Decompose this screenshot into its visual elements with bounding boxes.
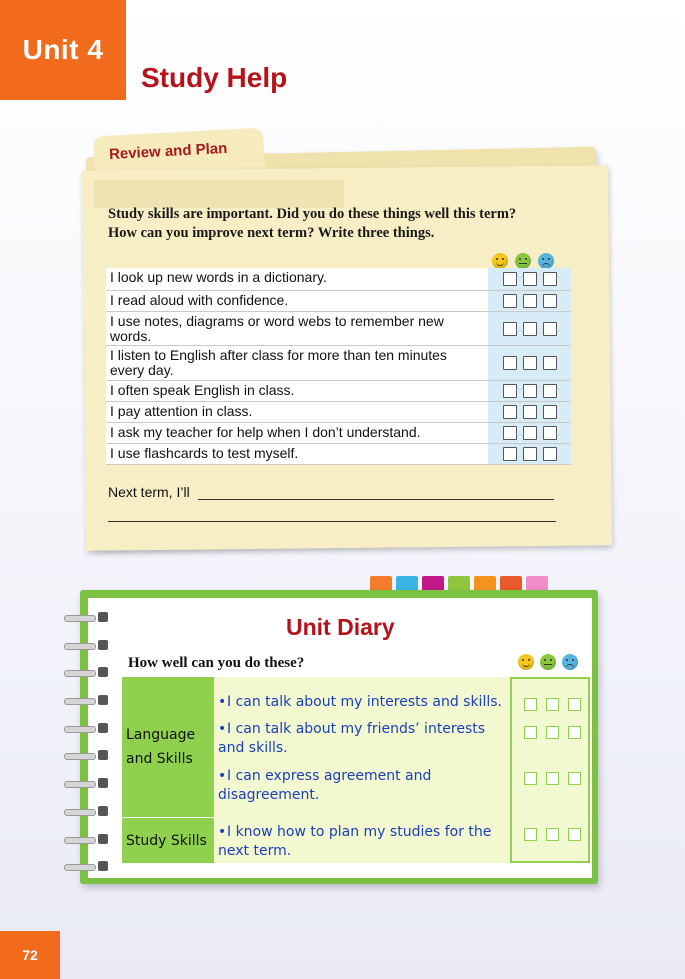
checklist-item-text: I pay attention in class.: [110, 403, 253, 419]
checkbox-sad[interactable]: [568, 698, 581, 711]
checkbox-happy[interactable]: [503, 405, 517, 419]
checkbox-happy[interactable]: [503, 272, 517, 286]
spiral-ring-icon: [64, 640, 112, 651]
sad-face-icon: [562, 654, 578, 670]
checkbox-happy[interactable]: [524, 828, 537, 841]
diary-checkbox-column: [510, 677, 590, 863]
diary-rating-faces: [518, 654, 578, 670]
checkbox-sad[interactable]: [568, 726, 581, 739]
checkbox-neutral[interactable]: [523, 384, 537, 398]
instructions: Study skills are important. Did you do these things well this term? How can you improve next term? Write three things.: [108, 206, 517, 241]
checkbox-neutral[interactable]: [523, 426, 537, 440]
checkbox-sad[interactable]: [568, 828, 581, 841]
checkbox-neutral[interactable]: [523, 405, 537, 419]
diary-title: Unit Diary: [286, 614, 395, 640]
checkbox-sad[interactable]: [543, 356, 557, 370]
checkbox-neutral[interactable]: [523, 447, 537, 461]
checkbox-sad[interactable]: [543, 322, 557, 336]
write-line[interactable]: [198, 499, 554, 500]
diary-item-text: I know how to plan my studies for the next term.: [218, 824, 492, 859]
checkbox-happy[interactable]: [524, 772, 537, 785]
checkbox-group: [488, 444, 571, 464]
next-term-label: Next term, I’ll: [108, 484, 190, 500]
folder-strip: [94, 180, 344, 208]
checkbox-happy[interactable]: [503, 447, 517, 461]
checkbox-group: [524, 772, 581, 785]
checkbox-group: [524, 726, 581, 739]
checkbox-sad[interactable]: [543, 447, 557, 461]
spiral-ring-icon: [64, 723, 112, 734]
checkbox-neutral[interactable]: [523, 294, 537, 308]
checklist-item-text: I ask my teacher for help when I don’t understand.: [110, 424, 421, 440]
folder-tab-label: Review and Plan: [108, 139, 228, 164]
diary-items-area: [214, 677, 510, 863]
category-study-skills: Study Skills: [122, 818, 214, 863]
neutral-face-icon: [540, 654, 556, 670]
happy-face-icon: [492, 253, 508, 269]
checkbox-group: [488, 381, 571, 401]
checkbox-neutral[interactable]: [546, 726, 559, 739]
checkbox-sad[interactable]: [568, 772, 581, 785]
checklist-row: [106, 444, 571, 465]
checkbox-group: [488, 346, 571, 380]
checkbox-group: [488, 291, 571, 311]
page-title: Study Help: [141, 62, 288, 93]
checkbox-sad[interactable]: [543, 384, 557, 398]
spiral-ring-icon: [64, 667, 112, 678]
checkbox-neutral[interactable]: [546, 698, 559, 711]
checklist-row: [106, 381, 571, 402]
diary-item: •I can express agreement and disagreement.: [218, 768, 432, 803]
rating-faces: [492, 253, 554, 269]
checklist-item-text: I read aloud with confidence.: [110, 292, 289, 308]
checklist-row: [106, 423, 571, 444]
checkbox-neutral[interactable]: [546, 772, 559, 785]
checkbox-sad[interactable]: [543, 272, 557, 286]
checkbox-group: [488, 423, 571, 443]
checkbox-group: [488, 402, 571, 422]
checklist-row: [106, 268, 571, 291]
diary-table: [122, 677, 592, 863]
write-line[interactable]: [108, 521, 556, 522]
checkbox-group: [488, 312, 571, 345]
diary-item: •I know how to plan my studies for the next term.: [218, 824, 492, 859]
diary-item-text: I can talk about my interests and skills.: [227, 694, 502, 710]
checkbox-happy[interactable]: [503, 294, 517, 308]
diary-item: •I can talk about my friends’ interests and skills.: [218, 721, 486, 756]
checklist-row: [106, 312, 571, 346]
checklist-item-text: I look up new words in a dictionary.: [110, 269, 327, 285]
checkbox-happy[interactable]: [503, 384, 517, 398]
checkbox-happy[interactable]: [503, 356, 517, 370]
checkbox-neutral[interactable]: [523, 322, 537, 336]
checkbox-happy[interactable]: [503, 426, 517, 440]
spiral-ring-icon: [64, 750, 112, 761]
diary-question: How well can you do these?: [128, 655, 305, 671]
spiral-binding: [64, 612, 112, 889]
category-language-and-skills: Language and Skills: [122, 677, 214, 817]
study-skills-checklist: [106, 268, 571, 465]
checkbox-sad[interactable]: [543, 426, 557, 440]
diary-item-text: I can talk about my friends’ interests and skills.: [218, 721, 486, 756]
checkbox-group: [524, 828, 581, 841]
checklist-item-text: I use notes, diagrams or word webs to remember new words.: [110, 313, 444, 344]
checklist-item-text: I listen to English after class for more than ten minutes every day.: [110, 347, 447, 378]
checkbox-happy[interactable]: [524, 726, 537, 739]
checklist-row: [106, 402, 571, 423]
diary-item: •I can talk about my interests and skills.: [218, 694, 502, 710]
spiral-ring-icon: [64, 806, 112, 817]
page-number: 72: [0, 931, 60, 979]
checkbox-happy[interactable]: [524, 698, 537, 711]
checkbox-sad[interactable]: [543, 294, 557, 308]
checkbox-neutral[interactable]: [523, 356, 537, 370]
checklist-row: [106, 291, 571, 312]
neutral-face-icon: [515, 253, 531, 269]
spiral-ring-icon: [64, 695, 112, 706]
checklist-row: [106, 346, 571, 381]
checkbox-happy[interactable]: [503, 322, 517, 336]
spiral-ring-icon: [64, 612, 112, 623]
unit-label: Unit 4: [22, 34, 104, 65]
checkbox-neutral[interactable]: [523, 272, 537, 286]
sad-face-icon: [538, 253, 554, 269]
unit-badge: [0, 0, 126, 100]
checkbox-group: [488, 268, 571, 290]
spiral-ring-icon: [64, 834, 112, 845]
checklist-item-text: I use flashcards to test myself.: [110, 445, 299, 461]
checkbox-sad[interactable]: [543, 405, 557, 419]
checkbox-neutral[interactable]: [546, 828, 559, 841]
diary-item-text: I can express agreement and disagreement.: [218, 768, 432, 803]
spiral-ring-icon: [64, 861, 112, 872]
happy-face-icon: [518, 654, 534, 670]
checkbox-group: [524, 698, 581, 711]
checklist-item-text: I often speak English in class.: [110, 382, 295, 398]
spiral-ring-icon: [64, 778, 112, 789]
